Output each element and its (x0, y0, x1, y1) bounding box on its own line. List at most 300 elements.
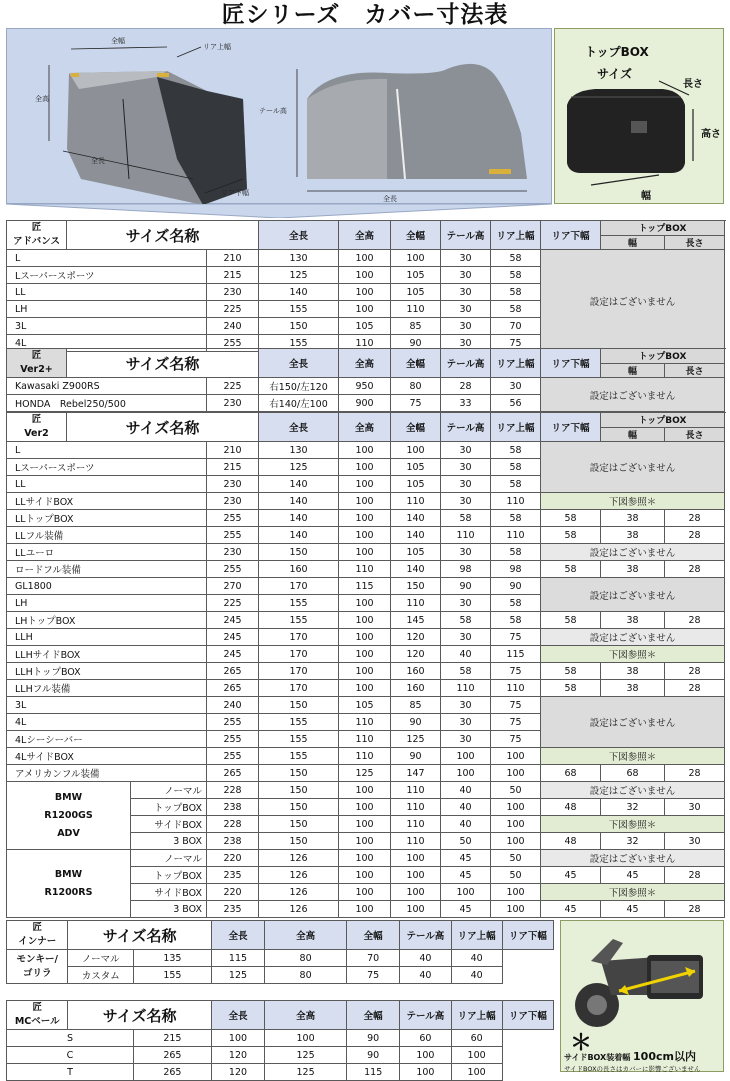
value-cell: 150 (391, 578, 441, 595)
value-cell: 230 (207, 544, 259, 561)
value-cell: 100 (339, 663, 391, 680)
table-row (7, 493, 725, 510)
size-name: L (7, 442, 207, 459)
header-col: リア上幅 (491, 221, 541, 250)
value-cell: 50 (441, 833, 491, 850)
value-cell: 125 (211, 967, 264, 984)
value-cell: 100 (391, 442, 441, 459)
value-cell: 230 (207, 476, 259, 493)
value-cell: 150 (259, 697, 339, 714)
value-cell: 160 (391, 680, 441, 697)
label-width: 全幅 (111, 37, 125, 45)
value-cell: 90 (391, 714, 441, 731)
value-cell: 30 (441, 459, 491, 476)
value-cell: 140 (259, 510, 339, 527)
table-row (7, 1030, 554, 1047)
value-cell: 90 (491, 578, 541, 595)
option-name: カスタム (68, 967, 134, 984)
value-cell: 150 (259, 765, 339, 782)
value-cell: 255 (207, 510, 259, 527)
value-cell: 45 (441, 867, 491, 884)
header-col: リア下幅 (541, 221, 601, 250)
value-cell: 30 (441, 284, 491, 301)
model-monkey-gorilla: モンキー/ ゴリラ (7, 950, 68, 984)
value-cell: 60 (400, 1030, 451, 1047)
value-cell: 90 (347, 1047, 400, 1064)
option-name: 3 BOX (131, 833, 207, 850)
size-name: Lスーパースポーツ (7, 459, 207, 476)
value-cell: 110 (339, 731, 391, 748)
value-cell: 125 (265, 1064, 347, 1081)
value-cell: 58 (491, 459, 541, 476)
topbox-see-below: 下図参照＊ (541, 748, 725, 765)
value-cell: 60 (451, 1030, 502, 1047)
size-name: LLサイドBOX (7, 493, 207, 510)
value-cell: 210 (207, 250, 259, 267)
header-topbox: トップBOX (601, 413, 725, 428)
header-col: リア上幅 (491, 413, 541, 442)
value-cell: 75 (391, 395, 441, 412)
value-cell: 45 (441, 850, 491, 867)
value-cell: 110 (391, 816, 441, 833)
value-cell: 105 (391, 544, 441, 561)
value-cell: 255 (207, 748, 259, 765)
ver2plus-table (6, 348, 725, 412)
table-row (7, 612, 725, 629)
value-cell: 50 (491, 782, 541, 799)
inner-table (6, 920, 554, 984)
size-name: 3L (7, 318, 207, 335)
value-cell: 30 (441, 476, 491, 493)
value-cell: 30 (441, 318, 491, 335)
topbox-value: 58 (541, 663, 601, 680)
value-cell: 245 (207, 612, 259, 629)
header-col: リア下幅 (541, 413, 601, 442)
group-mcveil: 匠 MCベール (7, 1001, 68, 1030)
header-col: テール高 (441, 349, 491, 378)
value-cell: 145 (391, 612, 441, 629)
value-cell: 265 (207, 680, 259, 697)
value-cell: 28 (441, 378, 491, 395)
value-cell: 155 (259, 731, 339, 748)
value-cell: 125 (265, 1047, 347, 1064)
value-cell: 140 (259, 493, 339, 510)
table-row (7, 697, 725, 714)
value-cell: 30 (441, 442, 491, 459)
topbox-width-label: 幅 (641, 191, 651, 202)
table-row (7, 950, 554, 967)
value-cell: 150 (259, 544, 339, 561)
value-cell: 110 (339, 561, 391, 578)
value-cell: 110 (391, 782, 441, 799)
value-cell: 155 (259, 748, 339, 765)
size-name: 4L (7, 335, 207, 352)
value-cell: 220 (207, 884, 259, 901)
value-cell: 100 (491, 799, 541, 816)
value-cell: 150 (259, 816, 339, 833)
value-cell: 90 (441, 578, 491, 595)
value-cell: 100 (339, 301, 391, 318)
value-cell: 98 (491, 561, 541, 578)
header-col: リア上幅 (451, 921, 502, 950)
option-name: 3 BOX (131, 901, 207, 918)
topbox-value: 45 (601, 867, 665, 884)
value-cell: 100 (339, 442, 391, 459)
value-cell: 75 (347, 967, 400, 984)
value-cell: 125 (259, 459, 339, 476)
value-cell: 265 (134, 1047, 212, 1064)
header-col: 全幅 (391, 221, 441, 250)
value-cell: 100 (339, 476, 391, 493)
note-label: サイドBOX装着幅 (564, 1053, 631, 1062)
value-cell: 58 (491, 267, 541, 284)
value-cell: 105 (339, 318, 391, 335)
value-cell: 58 (441, 612, 491, 629)
value-cell: 140 (391, 527, 441, 544)
value-cell: 100 (391, 901, 441, 918)
value-cell: 70 (491, 318, 541, 335)
topbox-value: 38 (601, 680, 665, 697)
header-col: 全長 (259, 221, 339, 250)
note-asterisk: ＊ (570, 1031, 593, 1056)
header-col: 全長 (211, 921, 264, 950)
topbox-value: 45 (601, 901, 665, 918)
header-size-name: サイズ名称 (67, 349, 259, 378)
header-topbox-col: 長さ (665, 235, 725, 250)
topbox-value: 28 (665, 867, 725, 884)
topbox-value: 28 (665, 765, 725, 782)
value-cell: 120 (391, 646, 441, 663)
value-cell: 230 (207, 284, 259, 301)
topbox-value: 38 (601, 527, 665, 544)
value-cell: 58 (491, 442, 541, 459)
value-cell: 100 (339, 629, 391, 646)
table-row (7, 578, 725, 595)
size-name: LLHトップBOX (7, 663, 207, 680)
value-cell: 100 (391, 884, 441, 901)
header-topbox-col: 幅 (601, 235, 665, 250)
size-name: L (7, 250, 207, 267)
label-height: 全高 (35, 95, 49, 103)
value-cell: 115 (347, 1064, 400, 1081)
group-ver2plus: 匠 Ver2+ (7, 349, 67, 378)
topbox-value: 38 (601, 510, 665, 527)
value-cell: 245 (207, 646, 259, 663)
value-cell: 130 (259, 442, 339, 459)
value-cell: 230 (207, 493, 259, 510)
table-row (7, 378, 725, 395)
value-cell: 98 (441, 561, 491, 578)
value-cell: 80 (391, 378, 441, 395)
size-name: LLHサイドBOX (7, 646, 207, 663)
topbox-value: 58 (541, 527, 601, 544)
topbox-value: 28 (665, 680, 725, 697)
value-cell: 58 (491, 284, 541, 301)
value-cell: 100 (339, 595, 391, 612)
value-cell: 100 (211, 1030, 264, 1047)
value-cell: 235 (207, 867, 259, 884)
value-cell: 150 (259, 833, 339, 850)
value-cell: 85 (391, 318, 441, 335)
value-cell: 75 (491, 731, 541, 748)
value-cell: 100 (339, 901, 391, 918)
value-cell: 100 (441, 748, 491, 765)
mcveil-table (6, 1000, 554, 1081)
value-cell: 255 (207, 527, 259, 544)
size-name: Kawasaki Z900RS (7, 378, 207, 395)
size-name: T (7, 1064, 134, 1081)
size-name: LLフル装備 (7, 527, 207, 544)
table-row (7, 1064, 554, 1081)
value-cell: 30 (441, 335, 491, 352)
value-cell: 130 (259, 250, 339, 267)
topbox-value: 38 (601, 612, 665, 629)
value-cell: 105 (391, 284, 441, 301)
value-cell: 100 (339, 459, 391, 476)
value-cell: 75 (491, 697, 541, 714)
value-cell: 100 (400, 1047, 451, 1064)
value-cell: 100 (451, 1047, 502, 1064)
topbox-value: 28 (665, 901, 725, 918)
table-row (7, 663, 725, 680)
value-cell: 110 (339, 335, 391, 352)
value-cell: 110 (391, 595, 441, 612)
topbox-value: 45 (541, 901, 601, 918)
value-cell: 100 (391, 867, 441, 884)
header-col: 全高 (339, 221, 391, 250)
header-col: 全幅 (391, 413, 441, 442)
value-cell: 100 (339, 267, 391, 284)
size-name: LLH (7, 629, 207, 646)
header-col: テール高 (400, 921, 451, 950)
value-cell: 155 (134, 967, 212, 984)
value-cell: 115 (211, 950, 264, 967)
header-col: 全幅 (347, 1001, 400, 1030)
topbox-not-set: 設定はございません (541, 850, 725, 867)
value-cell: 100 (339, 646, 391, 663)
value-cell: 105 (339, 697, 391, 714)
note-value: 100cm以内 (633, 1050, 696, 1063)
value-cell: 100 (491, 765, 541, 782)
topbox-not-set: 設定はございません (541, 378, 725, 412)
value-cell: 30 (441, 301, 491, 318)
header-col: テール高 (441, 221, 491, 250)
value-cell: 170 (259, 680, 339, 697)
topbox-value: 58 (541, 561, 601, 578)
header-col: 全幅 (391, 349, 441, 378)
header-topbox-col: 長さ (665, 427, 725, 442)
value-cell: 215 (207, 459, 259, 476)
table-row (7, 646, 725, 663)
topbox-value: 58 (541, 612, 601, 629)
value-cell: 30 (441, 731, 491, 748)
topbox-case-icon (555, 29, 725, 205)
header-col: 全長 (259, 349, 339, 378)
value-cell: 100 (491, 816, 541, 833)
motorcycle-sidebox-icon (561, 921, 725, 1031)
value-cell: 56 (491, 395, 541, 412)
value-cell: 30 (441, 267, 491, 284)
value-cell: 160 (259, 561, 339, 578)
value-cell: 75 (491, 714, 541, 731)
value-cell: 40 (441, 799, 491, 816)
value-cell: 126 (259, 867, 339, 884)
value-cell: 126 (259, 901, 339, 918)
label-tail-height: テール高 (259, 107, 287, 115)
header-size-name: サイズ名称 (68, 1001, 211, 1030)
value-cell: 右150/左120 (259, 378, 339, 395)
topbox-value: 38 (601, 663, 665, 680)
header-size-name: サイズ名称 (68, 921, 211, 950)
topbox-value: 58 (541, 680, 601, 697)
topbox-value: 32 (601, 799, 665, 816)
value-cell: 90 (391, 748, 441, 765)
value-cell: 125 (339, 765, 391, 782)
value-cell: 255 (207, 561, 259, 578)
model-bmw-rs: BMW R1200RS (7, 850, 131, 918)
size-name: 3L (7, 697, 207, 714)
size-name: LH (7, 301, 207, 318)
value-cell: 58 (491, 595, 541, 612)
value-cell: 100 (339, 510, 391, 527)
value-cell: 900 (339, 395, 391, 412)
value-cell: 225 (207, 595, 259, 612)
value-cell: 30 (441, 595, 491, 612)
value-cell: 40 (400, 950, 451, 967)
topbox-value: 58 (541, 510, 601, 527)
topbox-not-set: 設定はございません (541, 442, 725, 493)
table-row (7, 765, 725, 782)
cover-side-icon (307, 64, 527, 179)
value-cell: 100 (391, 250, 441, 267)
value-cell: 210 (207, 442, 259, 459)
value-cell: 40 (441, 816, 491, 833)
value-cell: 230 (207, 395, 259, 412)
topbox-not-set: 設定はございません (541, 629, 725, 646)
value-cell: 126 (259, 850, 339, 867)
header-col: 全高 (339, 349, 391, 378)
value-cell: 150 (259, 799, 339, 816)
value-cell: 120 (391, 629, 441, 646)
value-cell: 140 (259, 527, 339, 544)
value-cell: 110 (491, 493, 541, 510)
banner-arrow-icon (6, 204, 552, 218)
value-cell: 125 (259, 267, 339, 284)
value-cell: 150 (259, 782, 339, 799)
label-rear-top: リア上幅 (203, 43, 231, 51)
value-cell: 265 (207, 663, 259, 680)
label-length-2: 全長 (383, 195, 397, 203)
value-cell: 105 (391, 267, 441, 284)
header-size-name: サイズ名称 (67, 221, 259, 250)
table-row (7, 629, 725, 646)
table-row (7, 748, 725, 765)
value-cell: 126 (259, 884, 339, 901)
group-inner: 匠 インナー (7, 921, 68, 950)
header-col: リア上幅 (451, 1001, 502, 1030)
value-cell: 100 (339, 816, 391, 833)
value-cell: 240 (207, 318, 259, 335)
value-cell: 40 (441, 782, 491, 799)
header-topbox-col: 幅 (601, 363, 665, 378)
value-cell: 58 (491, 510, 541, 527)
value-cell: 30 (441, 714, 491, 731)
value-cell: 110 (339, 748, 391, 765)
value-cell: 100 (265, 1030, 347, 1047)
value-cell: 220 (207, 850, 259, 867)
topbox-not-set: 設定はございません (541, 697, 725, 748)
value-cell: 120 (211, 1047, 264, 1064)
value-cell: 105 (391, 459, 441, 476)
table-row (7, 527, 725, 544)
value-cell: 100 (441, 765, 491, 782)
value-cell: 75 (491, 335, 541, 352)
size-name: LLHフル装備 (7, 680, 207, 697)
value-cell: 238 (207, 833, 259, 850)
topbox-value: 30 (665, 799, 725, 816)
value-cell: 225 (207, 301, 259, 318)
option-name: サイドBOX (131, 884, 207, 901)
topbox-value: 45 (541, 867, 601, 884)
topbox-size-panel (554, 28, 724, 204)
group-ver2: 匠 Ver2 (7, 413, 67, 442)
topbox-length-label: 長さ (683, 79, 703, 90)
value-cell: 50 (491, 850, 541, 867)
value-cell: 155 (259, 612, 339, 629)
topbox-not-set: 設定はございません (541, 250, 725, 352)
value-cell: 90 (347, 1030, 400, 1047)
value-cell: 80 (265, 967, 347, 984)
cover-perspective-icon (67, 71, 247, 205)
value-cell: 100 (451, 1064, 502, 1081)
value-cell: 40 (451, 950, 502, 967)
table-row (7, 680, 725, 697)
value-cell: 147 (391, 765, 441, 782)
value-cell: 155 (259, 595, 339, 612)
topbox-see-below: 下図参照＊ (541, 646, 725, 663)
value-cell: 265 (134, 1064, 212, 1081)
header-topbox-col: 幅 (601, 427, 665, 442)
value-cell: 58 (491, 612, 541, 629)
value-cell: 右140/左100 (259, 395, 339, 412)
value-cell: 120 (211, 1064, 264, 1081)
topbox-value: 28 (665, 527, 725, 544)
header-col: 全高 (339, 413, 391, 442)
value-cell: 50 (491, 867, 541, 884)
value-cell: 110 (491, 680, 541, 697)
value-cell: 100 (339, 782, 391, 799)
value-cell: 100 (339, 612, 391, 629)
value-cell: 100 (491, 833, 541, 850)
value-cell: 45 (441, 901, 491, 918)
value-cell: 140 (259, 284, 339, 301)
size-name: LLトップBOX (7, 510, 207, 527)
ver2-table (6, 412, 725, 918)
topbox-value: 28 (665, 612, 725, 629)
value-cell: 125 (391, 731, 441, 748)
table-row (7, 782, 725, 799)
value-cell: 255 (207, 731, 259, 748)
topbox-value: 32 (601, 833, 665, 850)
option-name: ノーマル (68, 950, 134, 967)
topbox-value: 68 (541, 765, 601, 782)
value-cell: 155 (259, 301, 339, 318)
value-cell: 240 (207, 697, 259, 714)
topbox-value: 68 (601, 765, 665, 782)
header-col: リア上幅 (491, 349, 541, 378)
option-name: トップBOX (131, 799, 207, 816)
value-cell: 110 (391, 833, 441, 850)
